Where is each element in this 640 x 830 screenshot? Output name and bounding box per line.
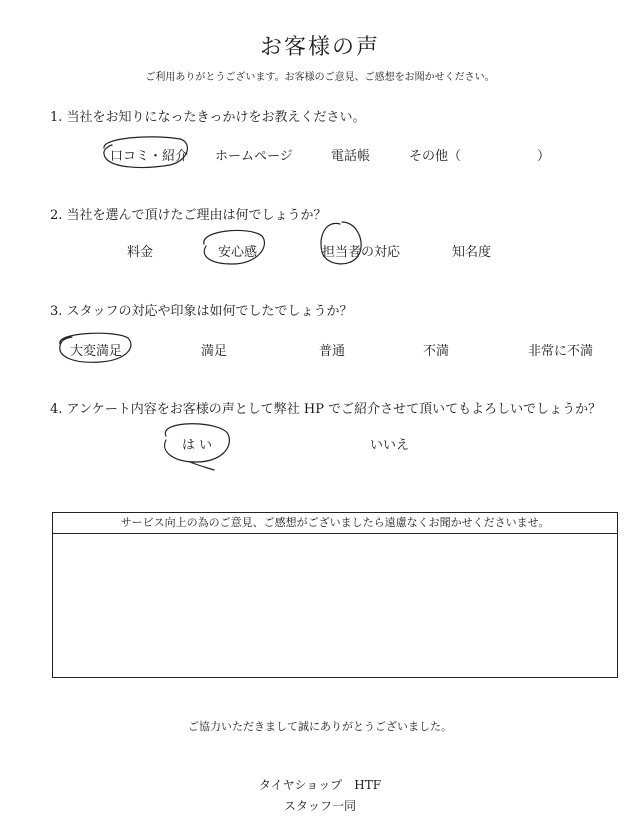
q4-option-no[interactable]: いいえ <box>370 438 410 453</box>
q3-option-normal[interactable]: 普通 <box>319 344 346 359</box>
question-1: 1. 当社をお知りになったきっかけをお教えください。 <box>50 110 366 125</box>
q2-option-staff-response[interactable]: 担当者の対応 <box>322 245 401 260</box>
page-title: お客様の声 <box>259 35 380 60</box>
q2-option-recognition[interactable]: 知名度 <box>452 245 492 260</box>
q2-option-price[interactable]: 料金 <box>127 245 154 260</box>
q4-option-yes[interactable]: は い <box>182 438 213 453</box>
question-3: 3. スタッフの対応や印象は如何でしたでしょうか？ <box>50 304 353 319</box>
q3-option-dissatisfied[interactable]: 不満 <box>423 344 450 359</box>
q1-option-homepage[interactable]: ホームページ <box>215 149 293 164</box>
comment-box-body[interactable] <box>53 534 617 677</box>
shop-name: タイヤショップ HTF <box>258 778 382 792</box>
q1-option-referral[interactable]: 口コミ・紹介 <box>110 149 189 164</box>
thanks-message: ご協力いただきまして誠にありがとうございました。 <box>188 720 452 733</box>
comment-box <box>52 512 618 678</box>
question-2: 2. 当社を選んで頂けたご理由は何でしょうか？ <box>50 208 327 223</box>
comment-box-header: サービス向上の為のご意見、ご感想がございましたら遠慮なくお聞かせくださいませ。 <box>53 513 617 534</box>
q1-option-other[interactable]: その他（ <box>409 149 462 164</box>
q2-option-reassurance[interactable]: 安心感 <box>218 245 258 260</box>
question-4: 4. アンケート内容をお客様の声として弊社 HP でご紹介させて頂いてもよろしいでしょうか？ <box>50 402 602 417</box>
q3-option-very-dissatisfied[interactable]: 非常に不満 <box>528 344 594 359</box>
q3-option-very-satisfied[interactable]: 大変満足 <box>70 344 123 359</box>
page-subtitle: ご利用ありがとうございます。お客様のご意見、ご感想をお聞かせください。 <box>145 72 495 83</box>
q1-option-phonebook[interactable]: 電話帳 <box>331 149 371 164</box>
q1-option-other-close: ） <box>537 149 551 164</box>
staff-signature: スタッフ一同 <box>283 799 356 813</box>
q3-option-satisfied[interactable]: 満足 <box>201 344 228 359</box>
